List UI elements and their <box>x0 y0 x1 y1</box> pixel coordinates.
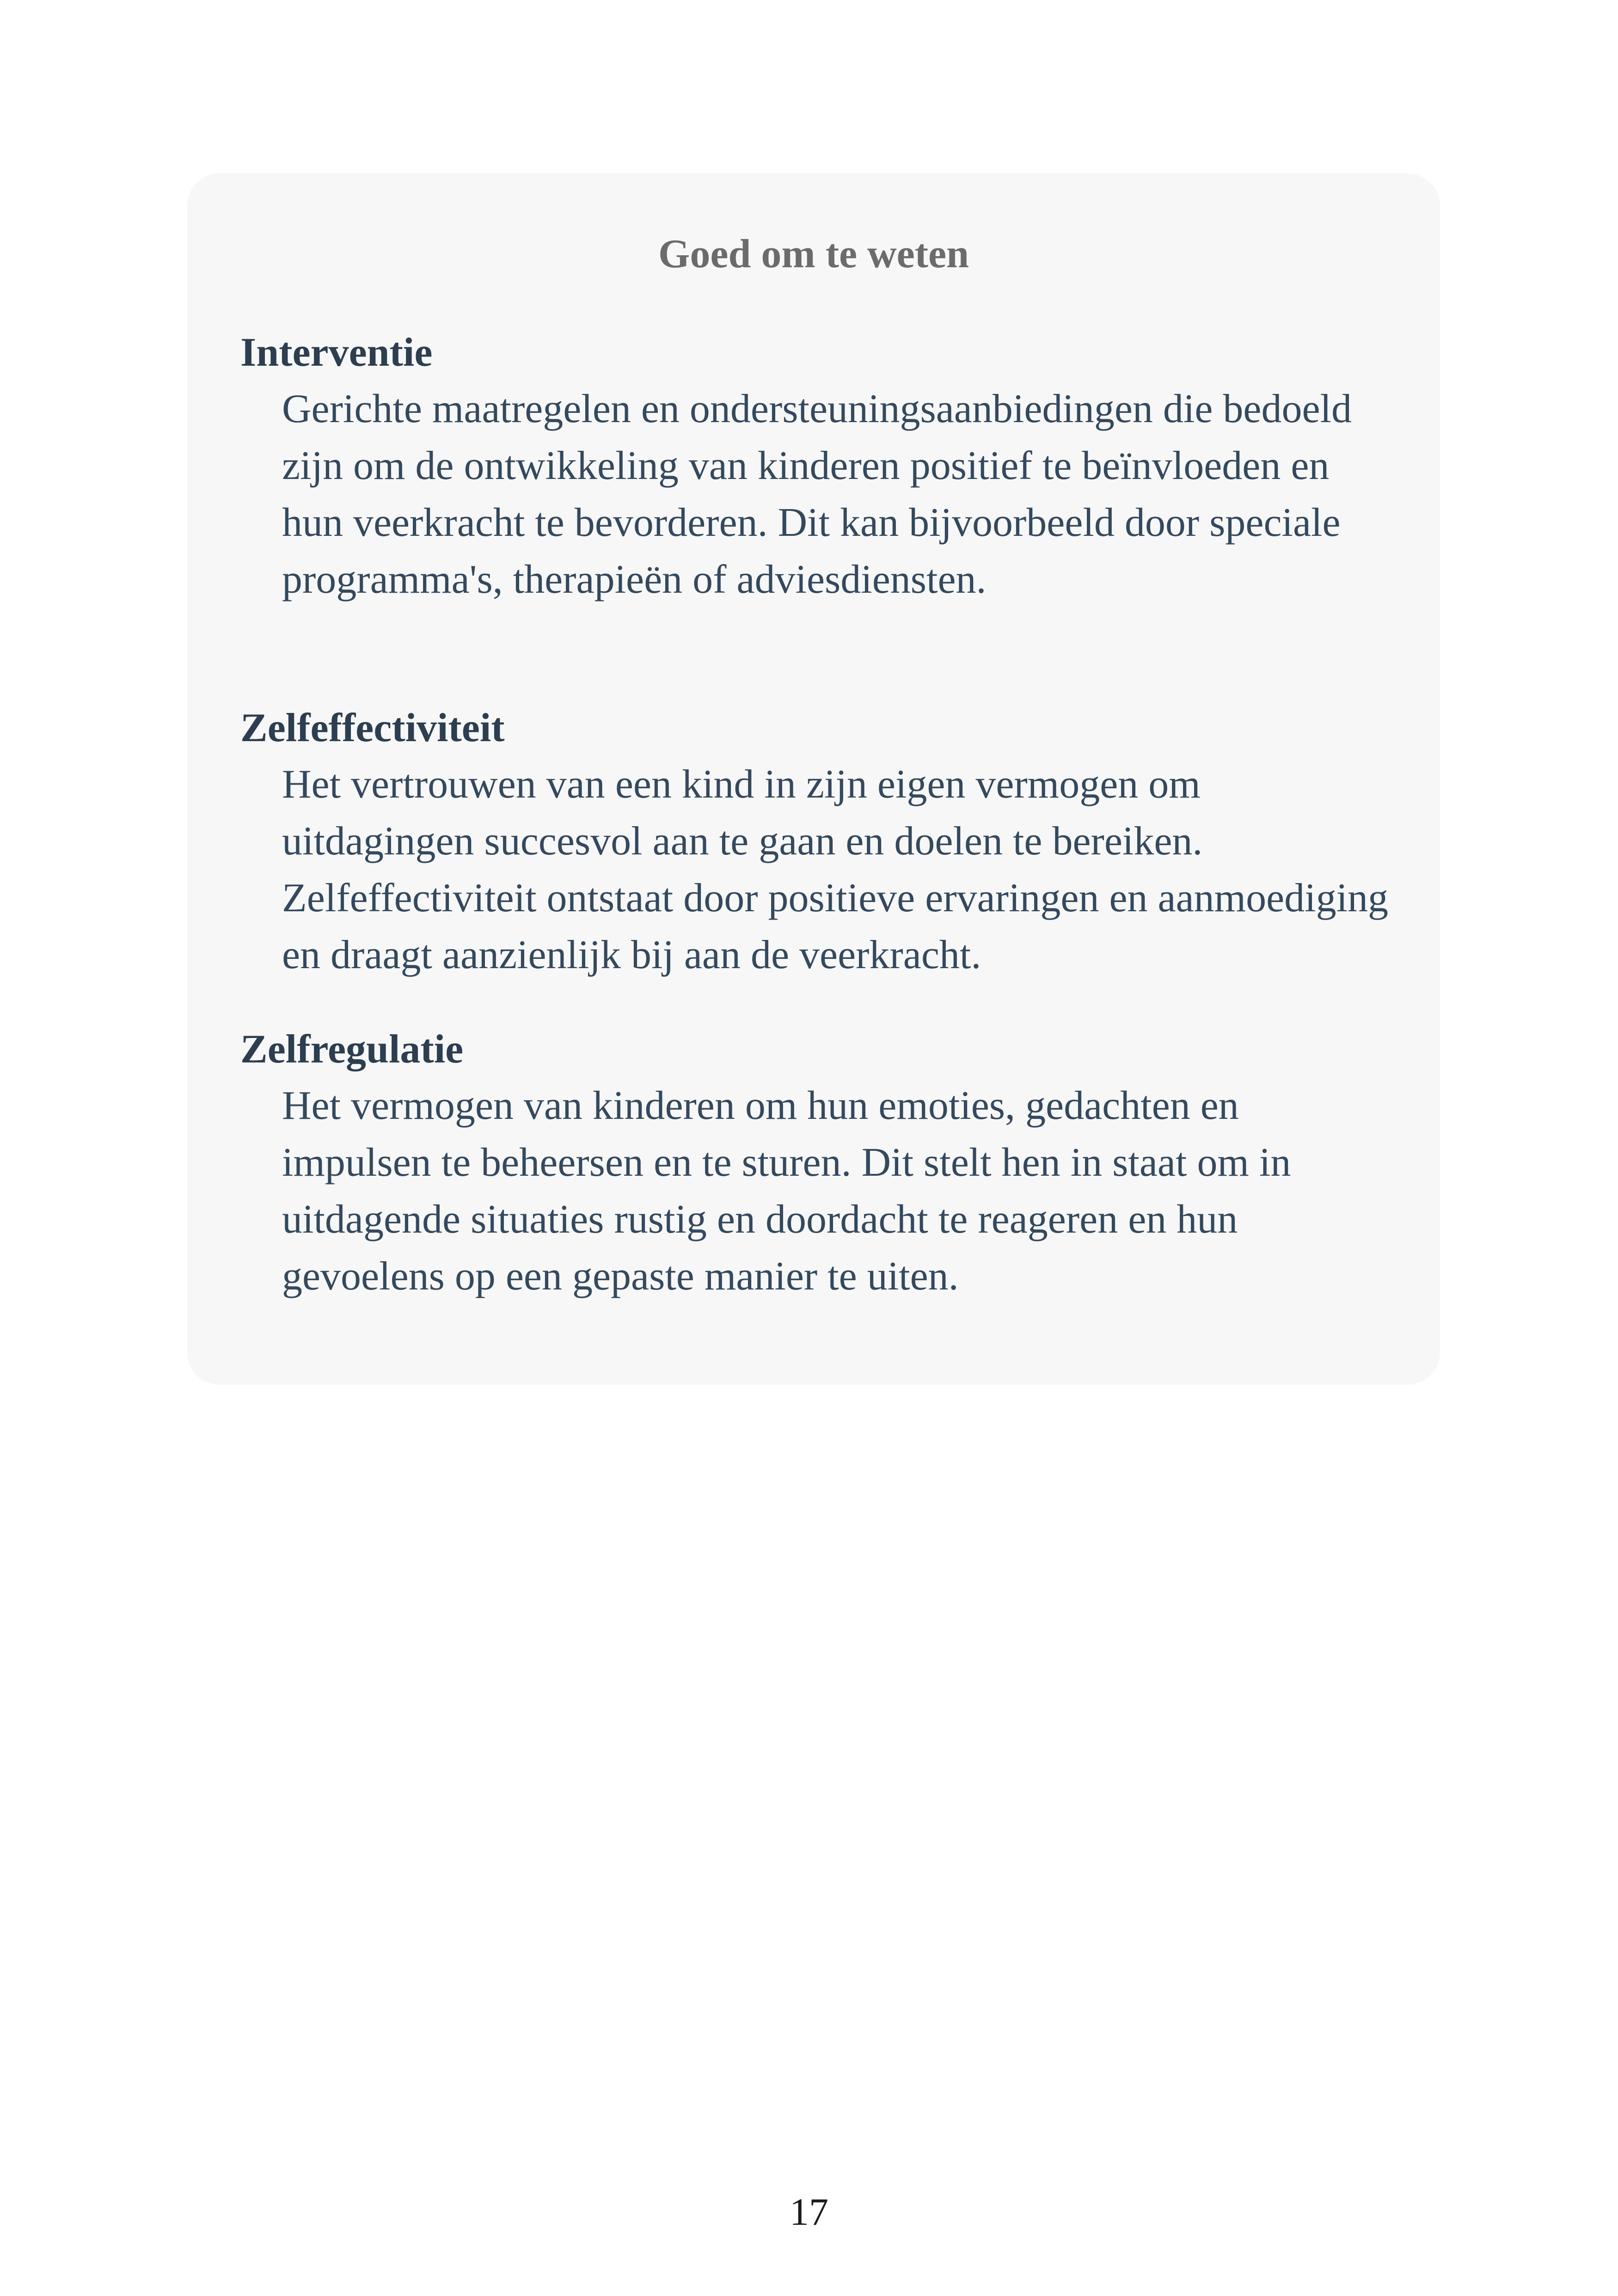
term-description: Het vertrouwen van een kind in zijn eigen vermogen om uitdagingen succesvol aan te gaan en doelen te bereiken. Zelfeffectiviteit ontstaat door positieve ervaringen en aanmoediging en draagt aanzienlijk bij aan de veerkracht. <box>282 762 1389 977</box>
term-description: Het vermogen van kinderen om hun emoties, gedachten en impulsen te beheersen en te sturen. Dit stelt hen in staat om in uitdagende situaties rustig en doordacht te reageren en hun gevoelens op een gepaste manier te uiten. <box>282 1083 1291 1299</box>
term-heading: Zelfeffectiviteit <box>240 706 505 750</box>
term-entry <box>240 325 1394 608</box>
term-description: Gerichte maatregelen en ondersteuningsaanbiedingen die bedoeld zijn om de ontwikkeling van kinderen positief te beïnvloeden en hun veerkracht te bevorderen. Dit kan bijvoorbeeld door speciale programma's, therapieën of adviesdiensten. <box>282 387 1352 602</box>
term-entry <box>240 1022 1394 1305</box>
info-box <box>187 173 1440 1385</box>
page-number: 17 <box>790 2191 828 2234</box>
term-heading: Interventie <box>240 330 433 375</box>
box-title: Goed om te weten <box>658 232 969 276</box>
term-heading: Zelfregulatie <box>240 1027 464 1072</box>
term-entry <box>240 700 1394 983</box>
